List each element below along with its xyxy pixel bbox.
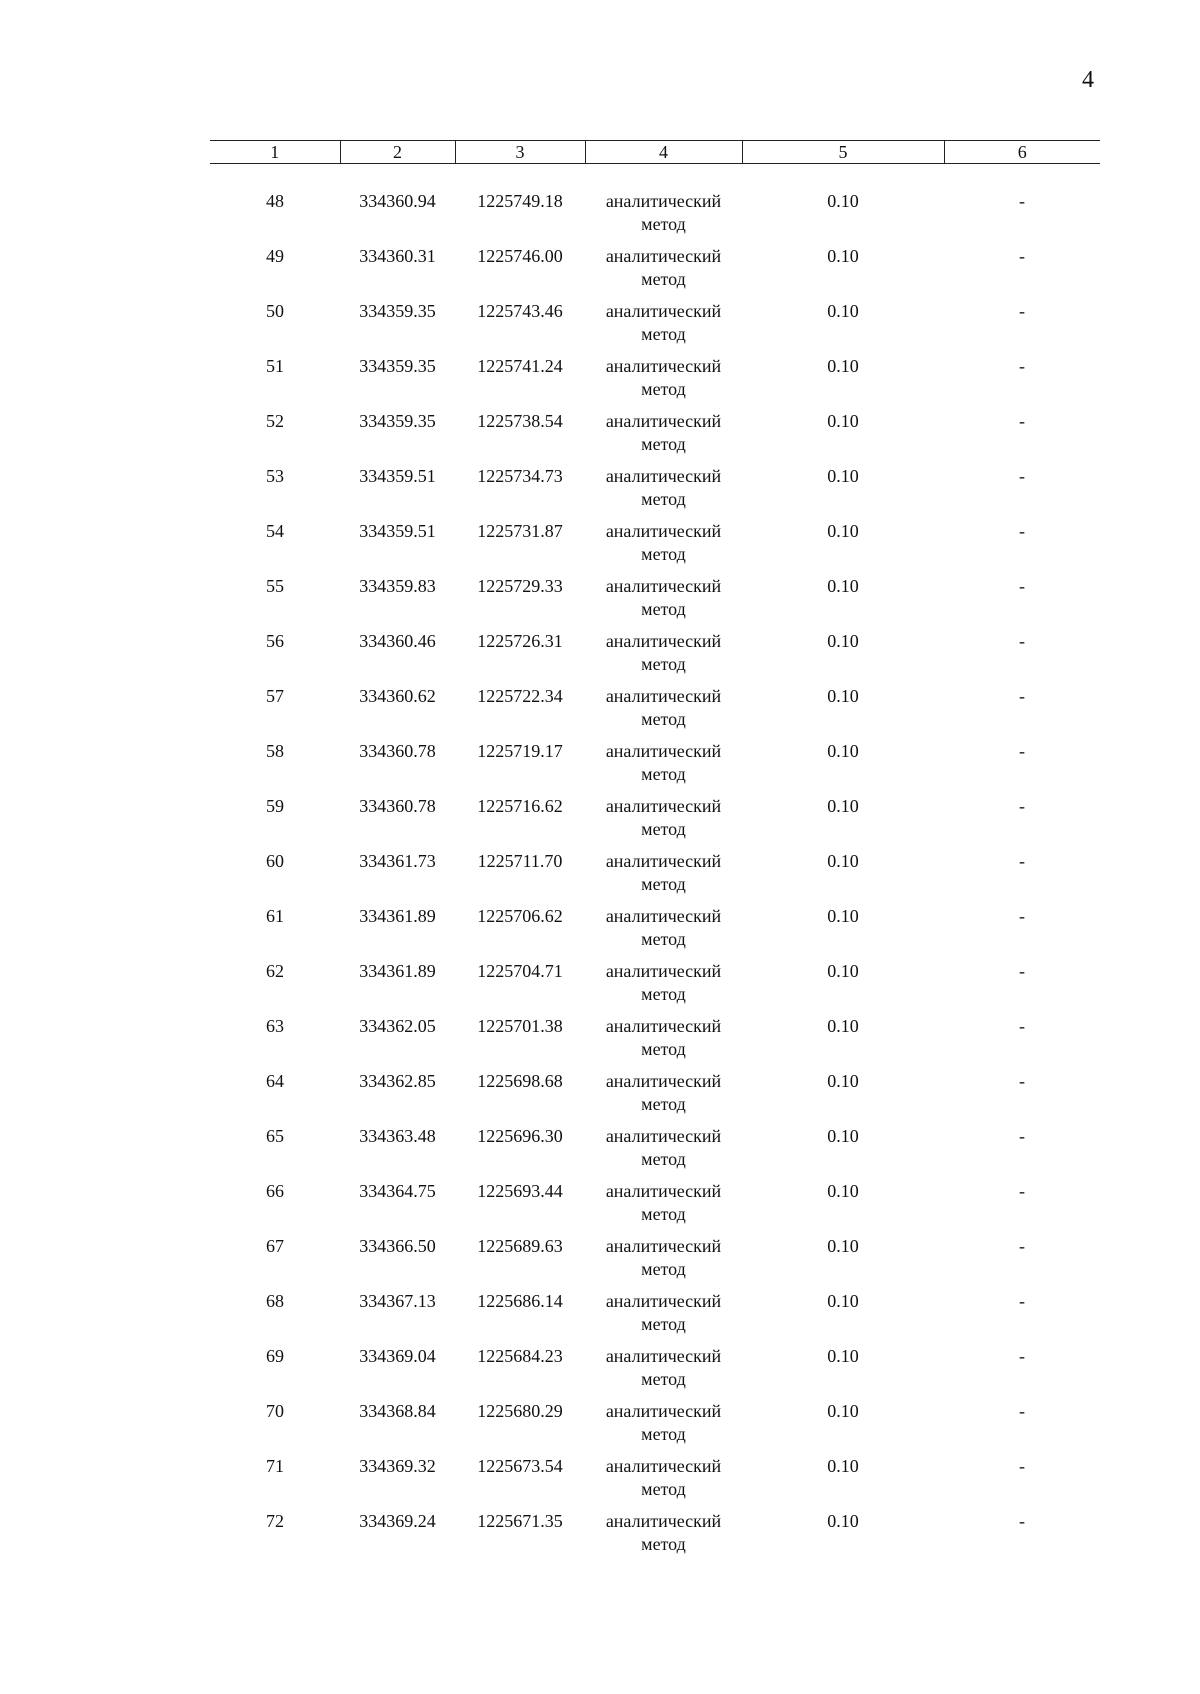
column-header-3: 3 [455, 141, 585, 164]
x-coordinate-cell: 334359.83 [359, 576, 436, 596]
x-coordinate-cell: 334360.46 [359, 631, 436, 651]
note-cell: - [1019, 1236, 1025, 1256]
header-spacer [210, 164, 1100, 191]
method-cell [585, 465, 742, 520]
y-coordinate-cell: 1225729.33 [477, 576, 563, 596]
note-cell: - [1019, 1456, 1025, 1476]
method-cell [585, 685, 742, 740]
point-number-cell: 48 [266, 191, 284, 211]
method-text: аналитический метод [605, 906, 722, 949]
y-coordinate-cell: 1225706.62 [477, 906, 563, 926]
method-cell [585, 190, 742, 245]
method-text: аналитический метод [605, 851, 722, 894]
table-row [210, 795, 1100, 850]
accuracy-cell: 0.10 [827, 1456, 859, 1476]
note-cell: - [1019, 686, 1025, 706]
method-cell [585, 1235, 742, 1290]
method-text: аналитический метод [605, 1071, 722, 1114]
x-coordinate-cell: 334367.13 [359, 1291, 436, 1311]
point-number-cell: 68 [266, 1291, 284, 1311]
accuracy-cell: 0.10 [827, 1511, 859, 1531]
y-coordinate-cell: 1225680.29 [477, 1401, 563, 1421]
note-cell: - [1019, 466, 1025, 486]
method-cell [585, 630, 742, 685]
table-row [210, 740, 1100, 795]
x-coordinate-cell: 334359.35 [359, 356, 436, 376]
y-coordinate-cell: 1225701.38 [477, 1016, 563, 1036]
table-row [210, 300, 1100, 355]
table-row [210, 685, 1100, 740]
table-row [210, 245, 1100, 300]
accuracy-cell: 0.10 [827, 1401, 859, 1421]
accuracy-cell: 0.10 [827, 686, 859, 706]
table-row [210, 1015, 1100, 1070]
accuracy-cell: 0.10 [827, 961, 859, 981]
point-number-cell: 50 [266, 301, 284, 321]
note-cell: - [1019, 631, 1025, 651]
method-text: аналитический метод [605, 1126, 722, 1169]
note-cell: - [1019, 521, 1025, 541]
method-text: аналитический метод [605, 1016, 722, 1059]
accuracy-cell: 0.10 [827, 411, 859, 431]
point-number-cell: 66 [266, 1181, 284, 1201]
column-header-4: 4 [585, 141, 742, 164]
point-number-cell: 51 [266, 356, 284, 376]
y-coordinate-cell: 1225731.87 [477, 521, 563, 541]
x-coordinate-cell: 334369.04 [359, 1346, 436, 1366]
note-cell: - [1019, 741, 1025, 761]
table-row [210, 520, 1100, 575]
method-text: аналитический метод [605, 466, 722, 509]
y-coordinate-cell: 1225673.54 [477, 1456, 563, 1476]
method-text: аналитический метод [605, 1401, 722, 1444]
method-cell [585, 300, 742, 355]
point-number-cell: 58 [266, 741, 284, 761]
method-text: аналитический метод [605, 411, 722, 454]
column-header-2: 2 [340, 141, 455, 164]
point-number-cell: 60 [266, 851, 284, 871]
accuracy-cell: 0.10 [827, 576, 859, 596]
method-text: аналитический метод [605, 1346, 722, 1389]
point-number-cell: 56 [266, 631, 284, 651]
table-row [210, 575, 1100, 630]
method-text: аналитический метод [605, 1511, 722, 1554]
point-number-cell: 71 [266, 1456, 284, 1476]
x-coordinate-cell: 334359.51 [359, 521, 436, 541]
point-number-cell: 63 [266, 1016, 284, 1036]
accuracy-cell: 0.10 [827, 1071, 859, 1091]
accuracy-cell: 0.10 [827, 1236, 859, 1256]
x-coordinate-cell: 334369.32 [359, 1456, 436, 1476]
accuracy-cell: 0.10 [827, 1181, 859, 1201]
column-header-5: 5 [742, 141, 944, 164]
method-cell [585, 905, 742, 960]
point-number-cell: 49 [266, 246, 284, 266]
method-cell [585, 740, 742, 795]
point-number-cell: 54 [266, 521, 284, 541]
point-number-cell: 65 [266, 1126, 284, 1146]
x-coordinate-cell: 334366.50 [359, 1236, 436, 1256]
accuracy-cell: 0.10 [827, 631, 859, 651]
note-cell: - [1019, 1511, 1025, 1531]
x-coordinate-cell: 334361.89 [359, 906, 436, 926]
accuracy-cell: 0.10 [827, 1291, 859, 1311]
x-coordinate-cell: 334364.75 [359, 1181, 436, 1201]
note-cell: - [1019, 851, 1025, 871]
point-number-cell: 53 [266, 466, 284, 486]
accuracy-cell: 0.10 [827, 301, 859, 321]
method-cell [585, 1015, 742, 1070]
y-coordinate-cell: 1225711.70 [477, 851, 563, 871]
x-coordinate-cell: 334368.84 [359, 1401, 436, 1421]
y-coordinate-cell: 1225722.34 [477, 686, 563, 706]
note-cell: - [1019, 356, 1025, 376]
method-text: аналитический метод [605, 1181, 722, 1224]
note-cell: - [1019, 1291, 1025, 1311]
accuracy-cell: 0.10 [827, 356, 859, 376]
note-cell: - [1019, 1071, 1025, 1091]
note-cell: - [1019, 576, 1025, 596]
y-coordinate-cell: 1225719.17 [477, 741, 563, 761]
method-text: аналитический метод [605, 631, 722, 674]
table-row [210, 630, 1100, 685]
accuracy-cell: 0.10 [827, 851, 859, 871]
y-coordinate-cell: 1225689.63 [477, 1236, 563, 1256]
note-cell: - [1019, 1016, 1025, 1036]
note-cell: - [1019, 1126, 1025, 1146]
method-text: аналитический метод [605, 301, 722, 344]
table-row [210, 905, 1100, 960]
accuracy-cell: 0.10 [827, 1126, 859, 1146]
y-coordinate-cell: 1225686.14 [477, 1291, 563, 1311]
method-cell [585, 1290, 742, 1345]
y-coordinate-cell: 1225693.44 [477, 1181, 563, 1201]
method-text: аналитический метод [605, 246, 722, 289]
note-cell: - [1019, 906, 1025, 926]
method-cell [585, 410, 742, 465]
method-cell [585, 355, 742, 410]
method-text: аналитический метод [605, 521, 722, 564]
point-number-cell: 55 [266, 576, 284, 596]
table-row [210, 850, 1100, 905]
method-cell [585, 1125, 742, 1180]
x-coordinate-cell: 334360.78 [359, 796, 436, 816]
accuracy-cell: 0.10 [827, 1346, 859, 1366]
accuracy-cell: 0.10 [827, 741, 859, 761]
table-row [210, 465, 1100, 520]
table-row [210, 1510, 1100, 1565]
method-cell [585, 960, 742, 1015]
table-row [210, 1180, 1100, 1235]
y-coordinate-cell: 1225704.71 [477, 961, 563, 981]
point-number-cell: 57 [266, 686, 284, 706]
note-cell: - [1019, 1181, 1025, 1201]
table-row [210, 190, 1100, 245]
method-text: аналитический метод [605, 1291, 722, 1334]
table-row [210, 1455, 1100, 1510]
y-coordinate-cell: 1225734.73 [477, 466, 563, 486]
x-coordinate-cell: 334360.78 [359, 741, 436, 761]
column-header-6: 6 [944, 141, 1100, 164]
point-number-cell: 64 [266, 1071, 284, 1091]
note-cell: - [1019, 301, 1025, 321]
x-coordinate-cell: 334359.35 [359, 411, 436, 431]
x-coordinate-cell: 334363.48 [359, 1126, 436, 1146]
x-coordinate-cell: 334362.85 [359, 1071, 436, 1091]
method-cell [585, 520, 742, 575]
note-cell: - [1019, 246, 1025, 266]
table-header [210, 141, 1100, 164]
accuracy-cell: 0.10 [827, 521, 859, 541]
note-cell: - [1019, 411, 1025, 431]
table-row [210, 1400, 1100, 1455]
table-row [210, 1290, 1100, 1345]
accuracy-cell: 0.10 [827, 796, 859, 816]
point-number-cell: 69 [266, 1346, 284, 1366]
table-row [210, 355, 1100, 410]
column-number-row [210, 141, 1100, 164]
method-text: аналитический метод [605, 576, 722, 619]
point-number-cell: 72 [266, 1511, 284, 1531]
method-cell [585, 1070, 742, 1125]
method-cell [585, 1180, 742, 1235]
method-text: аналитический метод [605, 961, 722, 1004]
x-coordinate-cell: 334359.35 [359, 301, 436, 321]
note-cell: - [1019, 1401, 1025, 1421]
note-cell: - [1019, 961, 1025, 981]
x-coordinate-cell: 334359.51 [359, 466, 436, 486]
y-coordinate-cell: 1225726.31 [477, 631, 563, 651]
method-text: аналитический метод [605, 741, 722, 784]
table-row [210, 1125, 1100, 1180]
method-text: аналитический метод [605, 686, 722, 729]
coordinates-table [210, 140, 1100, 1565]
accuracy-cell: 0.10 [827, 1016, 859, 1036]
method-cell [585, 1400, 742, 1455]
y-coordinate-cell: 1225671.35 [477, 1511, 563, 1531]
accuracy-cell: 0.10 [827, 246, 859, 266]
note-cell: - [1019, 191, 1025, 211]
method-cell [585, 1455, 742, 1510]
method-cell [585, 795, 742, 850]
method-cell [585, 850, 742, 905]
y-coordinate-cell: 1225743.46 [477, 301, 563, 321]
y-coordinate-cell: 1225741.24 [477, 356, 563, 376]
x-coordinate-cell: 334369.24 [359, 1511, 436, 1531]
method-cell [585, 575, 742, 630]
note-cell: - [1019, 796, 1025, 816]
y-coordinate-cell: 1225746.00 [477, 246, 563, 266]
point-number-cell: 59 [266, 796, 284, 816]
method-text: аналитический метод [605, 796, 722, 839]
y-coordinate-cell: 1225684.23 [477, 1346, 563, 1366]
column-header-1: 1 [210, 141, 340, 164]
x-coordinate-cell: 334362.05 [359, 1016, 436, 1036]
method-text: аналитический метод [605, 1236, 722, 1279]
point-number-cell: 52 [266, 411, 284, 431]
y-coordinate-cell: 1225749.18 [477, 191, 563, 211]
y-coordinate-cell: 1225716.62 [477, 796, 563, 816]
method-text: аналитический метод [605, 356, 722, 399]
table-body [210, 164, 1100, 1566]
table-row [210, 1070, 1100, 1125]
table-row [210, 410, 1100, 465]
table-row [210, 960, 1100, 1015]
method-text: аналитический метод [605, 191, 722, 234]
method-cell [585, 245, 742, 300]
table-row [210, 1235, 1100, 1290]
x-coordinate-cell: 334360.94 [359, 191, 436, 211]
point-number-cell: 67 [266, 1236, 284, 1256]
point-number-cell: 70 [266, 1401, 284, 1421]
point-number-cell: 61 [266, 906, 284, 926]
accuracy-cell: 0.10 [827, 466, 859, 486]
x-coordinate-cell: 334360.31 [359, 246, 436, 266]
point-number-cell: 62 [266, 961, 284, 981]
page-number: 4 [1082, 67, 1094, 93]
method-cell [585, 1345, 742, 1400]
method-text: аналитический метод [605, 1456, 722, 1499]
y-coordinate-cell: 1225696.30 [477, 1126, 563, 1146]
accuracy-cell: 0.10 [827, 906, 859, 926]
x-coordinate-cell: 334361.73 [359, 851, 436, 871]
table-row [210, 1345, 1100, 1400]
x-coordinate-cell: 334360.62 [359, 686, 436, 706]
x-coordinate-cell: 334361.89 [359, 961, 436, 981]
note-cell: - [1019, 1346, 1025, 1366]
accuracy-cell: 0.10 [827, 191, 859, 211]
y-coordinate-cell: 1225738.54 [477, 411, 563, 431]
y-coordinate-cell: 1225698.68 [477, 1071, 563, 1091]
method-cell [585, 1510, 742, 1565]
